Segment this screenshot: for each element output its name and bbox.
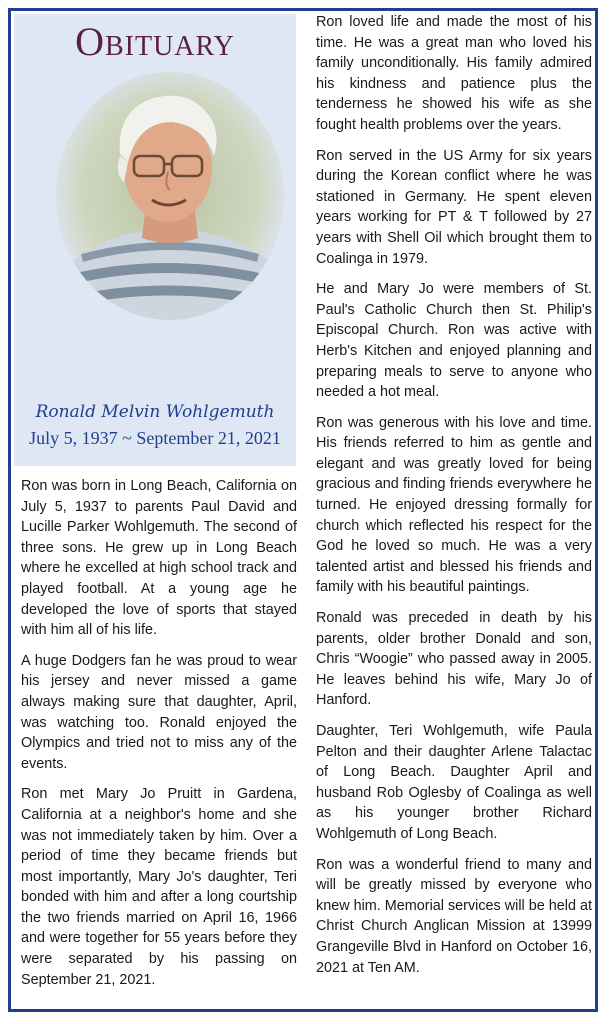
right-column	[316, 12, 592, 988]
paragraph: Ronald was preceded in death by his parents, older brother Donald and son, Chris “Woogie” who passed away in 2005. He leaves behind his wife, Mary Jo of Hanford.	[316, 610, 592, 709]
paragraph: A huge Dodgers fan he was proud to wear his jersey and never missed a game always making sure that daughter, April, was watching too. Ronald enjoyed the Olympics and tried not to miss any of the events.	[21, 652, 297, 772]
paragraph: Ron met Mary Jo Pruitt in Gardena, California at a neighbor's home and she was not immediately taken by him. Over a period of time they became friends but most importantly, Mary Jo's daughter, Teri bonded with him and after a long courtship the two friends married on April 16, 1966 and were together for 55 years before they were separated by his passing on September 21, 2021.	[21, 786, 297, 988]
paragraph: Ron was a wonderful friend to many and will be greatly missed by everyone who knew him. Memorial services will be held at Christ Church Anglican Mission at 13999 Grangeville Blvd in Hanford on October 16, 2021 at Ten AM.	[316, 856, 592, 976]
deceased-name: Ronald Melvin Wohlgemuth	[35, 402, 275, 422]
paragraph: Ron was generous with his love and time. His friends referred to him as gentle and elegant and was greatly loved for being gracious and finding friends everywhere he turned. He enjoyed dressing formally for church which reflected his respect for the God he loved so much. He was a very talented artist and blessed his friends and family with his beautiful paintings.	[316, 414, 592, 596]
portrait-photo	[54, 70, 286, 322]
paragraph: Daughter, Teri Wohlgemuth, wife Paula Pelton and their daughter Arlene Talactac of Long Beach. Daughter April and husband Rob Oglesby of Coalinga as well as his younger brother Richard Wohlgemuth of Long Beach.	[316, 723, 592, 842]
paragraph: He and Mary Jo were members of St. Paul's Catholic Church then St. Philip's Episcopal Church. Ron was active with Herb's Kitchen and enjoyed planning and preparing meals to serve to anyone who needed a hot meal.	[316, 281, 592, 401]
paragraph: Ron served in the US Army for six years during the Korean conflict where he was stationed in Germany. He spent eleven years working for PT & T followed by 27 years with Shell Oil which brought them to Coalinga in 1979.	[316, 147, 592, 267]
left-column	[21, 476, 297, 1000]
page-title: Obituary	[75, 19, 235, 64]
life-dates: July 5, 1937 ~ September 21, 2021	[29, 428, 281, 448]
paragraph: Ron was born in Long Beach, California on July 5, 1937 to parents Paul David and Lucille Parker Wohlgemuth. The second of three sons. He grew up in Long Beach where he excelled at high school track and played football. At a young age he developed the love of sports that stayed with him all of his life.	[21, 478, 297, 639]
paragraph: Ron loved life and made the most of his time. He was a great man who loved his family unconditionally. His family admired his kindness and patience plus the tenderness he showed his wife as she fought health problems over the years.	[316, 14, 592, 133]
